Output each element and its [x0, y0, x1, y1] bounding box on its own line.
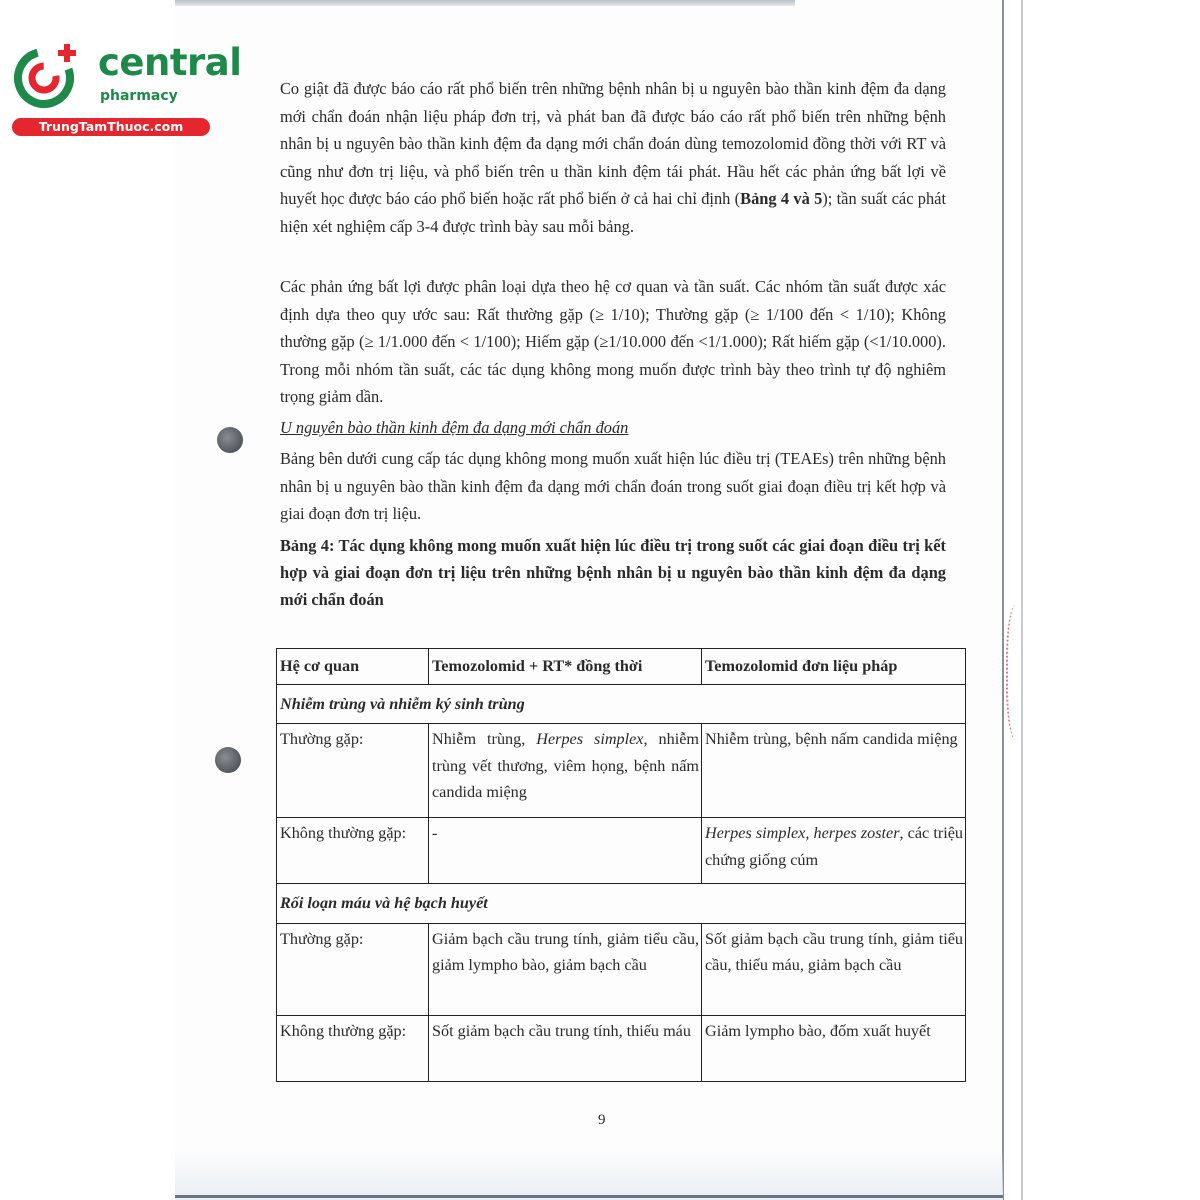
page-right-edge — [1002, 0, 1004, 1200]
paragraph-text: Co giật đã được báo cáo rất phổ biến trên những bệnh nhân bị u nguyên bào thần kinh đệm đa dạng mới chẩn đoán nhận liệu pháp đơn trị, và phát ban đã được báo cáo rất phổ biến trên những bệnh nhân bị u nguyên bào thần kinh đệm đa dạng mới chẩn đoán dùng temozolomid đồng thời với RT và cũng như đơn trị liệu, và phổ biến trên u thần kinh đệm tái phát. Hầu hết các phản ứng bất lợi về huyết học được báo cáo phổ biến hoặc rất phổ biến ở cả hai chỉ định ( — [280, 79, 946, 209]
table-group-row — [277, 884, 966, 924]
page-bottom-shade — [175, 1150, 1003, 1200]
table-row — [277, 818, 966, 884]
paragraph-teae-intro: Bảng bên dưới cung cấp tác dụng không mong muốn xuất hiện lúc điều trị (TEAEs) trên những bệnh nhân bị u nguyên bào thần kinh đệm đa dạng mới chẩn đoán trong suốt giai đoạn điều trị kết hợp và giai đoạn đơn trị liệu. — [280, 449, 946, 524]
table-caption: Bảng 4: Tác dụng không mong muốn xuất hiện lúc điều trị trong suốt các giai đoạn điều trị kết hợp và giai đoạn đơn trị liệu trên những bệnh nhân bị u nguyên bào thần kinh đệm đa dạng mới chẩn đoán — [280, 536, 946, 610]
table-row — [277, 1015, 966, 1081]
group-title-blood-lymphatic: Rối loạn máu và hệ bạch huyết — [277, 884, 966, 924]
logo-subtitle: pharmacy — [100, 88, 178, 104]
combined-rt-cell: - — [429, 818, 702, 884]
table-header-organ-system: Hệ cơ quan — [277, 649, 429, 685]
frequency-label: Thường gặp: — [277, 724, 429, 818]
paragraph-bold-ref: Bảng 4 và 5 — [740, 189, 823, 209]
punch-hole-icon — [215, 747, 241, 773]
cell-text: , các triệu chứng giống cúm — [705, 824, 964, 869]
central-pharmacy-logo[interactable] — [12, 38, 242, 138]
logo-name: central — [98, 41, 242, 84]
table-header-monotherapy: Temozolomid đơn liệu pháp — [702, 649, 966, 685]
monotherapy-cell: Nhiễm trùng, bệnh nấm candida miệng — [702, 724, 966, 818]
paragraph-text: ); tần suất các phát hiện xét nghiệm cấp 3-4 được trình bày sau mỗi bảng. — [280, 189, 947, 236]
combined-rt-cell: Sốt giảm bạch cầu trung tính, thiếu máu — [429, 1015, 702, 1081]
cell-text: Nhiễm trùng, — [432, 730, 537, 748]
page-bottom-edge — [175, 1195, 1003, 1198]
cell-italic-text: Herpes simplex — [536, 730, 644, 748]
paragraph-seizure-rash — [280, 75, 946, 241]
table-row — [277, 724, 966, 818]
group-title-infections: Nhiễm trùng và nhiễm ký sinh trùng — [277, 684, 966, 724]
monotherapy-cell: Sốt giảm bạch cầu trung tính, giảm tiểu cầu, thiếu máu, giảm bạch cầu — [702, 923, 966, 1015]
frequency-label: Thường gặp: — [277, 923, 429, 1015]
table-header-combined-rt: Temozolomid + RT* đồng thời — [429, 649, 702, 685]
adverse-events-table — [276, 648, 966, 1082]
page-right-edge-shadow — [1021, 0, 1023, 1200]
frequency-label: Không thường gặp: — [277, 1015, 429, 1081]
section-title: U nguyên bào thần kinh đệm đa dạng mới chẩn đoán — [280, 418, 629, 437]
paragraph-frequency-convention: Các phản ứng bất lợi được phân loại dựa theo hệ cơ quan và tần suất. Các nhóm tần suất được xác định dựa theo quy ước sau: Rất thường gặp (≥ 1/10); Thường gặp (≥ 1/100 đến < 1/10); Không thường gặp (≥ 1/1.000 đến < 1/100); Hiếm gặp (≥1/10.000 đến <1/1.000); Rất hiếm gặp (<1/10.000). Trong mỗi nhóm tần suất, các tác dụng không mong muốn được trình bày theo trình tự độ nghiêm trọng giảm dần. — [280, 277, 946, 407]
punch-hole-icon — [217, 427, 243, 453]
cell-text: , — [805, 824, 814, 842]
combined-rt-cell: Giảm bạch cầu trung tính, giảm tiểu cầu, giảm lympho bào, giảm bạch cầu — [429, 923, 702, 1015]
page-top-edge — [175, 0, 795, 6]
combined-rt-cell — [429, 724, 702, 818]
frequency-label: Không thường gặp: — [277, 818, 429, 884]
pharmacy-logo-icon — [12, 40, 82, 110]
monotherapy-cell — [702, 818, 966, 884]
page-number: 9 — [598, 1112, 606, 1128]
monotherapy-cell: Giảm lympho bào, đốm xuất huyết — [702, 1015, 966, 1081]
cell-italic-text: Herpes simplex — [705, 824, 806, 842]
table-header-row — [277, 649, 966, 685]
red-stamp-fragment — [1006, 605, 1030, 740]
cell-italic-text: herpes zoster — [813, 824, 900, 842]
logo-website-badge[interactable]: TrungTamThuoc.com — [12, 118, 210, 136]
cell-text: , nhiễm trùng vết thương, viêm họng, bệnh nấm candida miệng — [432, 730, 699, 801]
table-row — [277, 923, 966, 1015]
table-group-row — [277, 684, 966, 724]
